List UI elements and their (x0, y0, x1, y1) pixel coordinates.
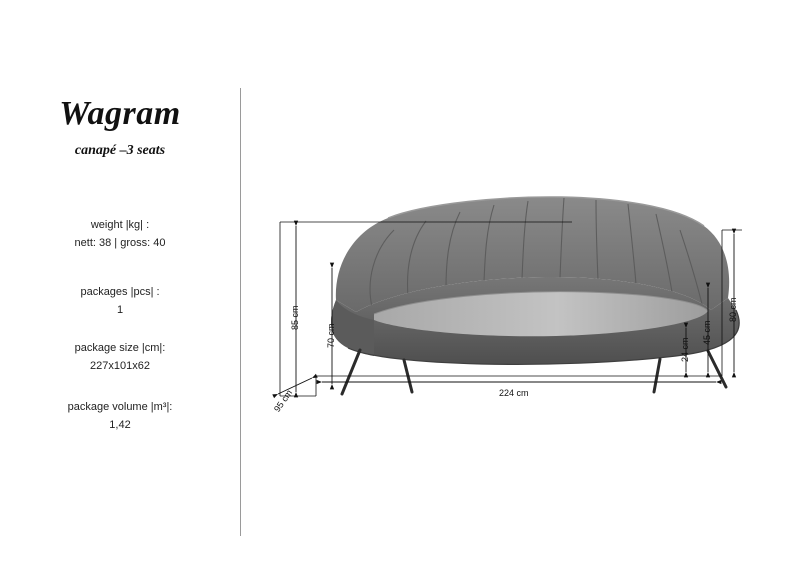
dim-label-seat-height: 70 cm (326, 323, 336, 348)
page-title: Wagram (59, 95, 181, 132)
spec-package-volume-label: package volume |m³|: (67, 401, 173, 413)
dim-label-back-height-inner: 45 cm (702, 320, 712, 345)
spec-package-volume (0, 398, 240, 434)
spec-packages-value: 1 (116, 304, 124, 316)
spec-weight-value: nett: 38 | gross: 40 (74, 237, 166, 249)
info-column (0, 0, 240, 565)
spec-package-size-label: package size |cm|: (74, 342, 166, 354)
vertical-divider (240, 88, 241, 536)
spec-package-volume-value: 1,42 (109, 419, 131, 431)
spec-packages-label: packages |pcs| : (80, 286, 160, 298)
dim-label-arm-height: 24 cm (680, 337, 690, 362)
spec-packages (0, 283, 240, 319)
product-subtitle: canapé –3 seats (74, 143, 166, 158)
sofa-dimension-drawing (256, 170, 786, 430)
spec-weight-label: weight |kg| : (90, 219, 150, 231)
spec-weight (0, 216, 240, 252)
spec-package-size (0, 339, 240, 375)
dim-label-depth: 95 cm (272, 387, 295, 414)
dim-label-total-height: 85 cm (290, 305, 300, 330)
dim-label-width: 224 cm (499, 388, 529, 398)
spec-package-size-value: 227x101x62 (90, 360, 150, 372)
dim-label-back-height-outer: 80 cm (728, 297, 738, 322)
